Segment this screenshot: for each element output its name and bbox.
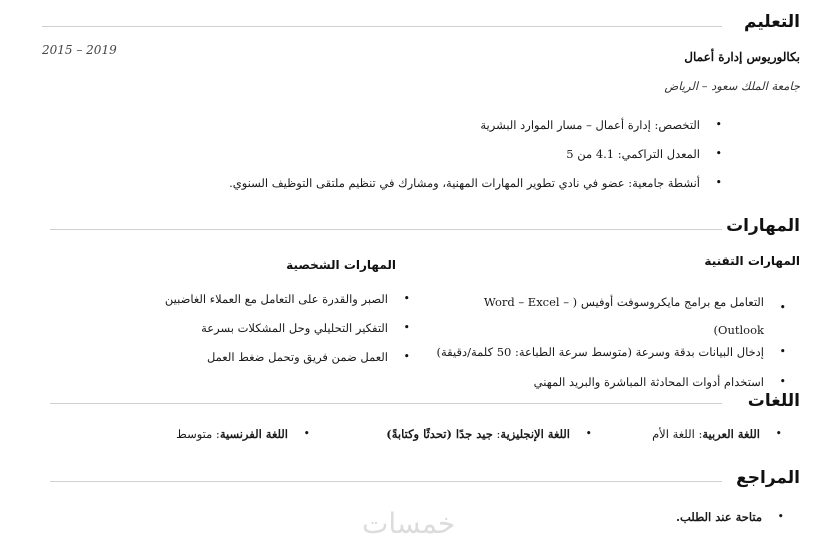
language-level: اللغة الأم — [652, 427, 695, 441]
bullet-icon: • — [779, 301, 786, 314]
language-name: اللغة الفرنسية — [219, 427, 288, 441]
bullet-icon: • — [403, 292, 410, 305]
list-item: • استخدام أدوات المحادثة المباشرة والبريد المهني — [533, 375, 786, 389]
bullet-icon: • — [779, 375, 786, 388]
references-heading: المراجع — [736, 468, 800, 488]
bullet-icon: • — [715, 118, 722, 131]
list-item: • المعدل التراكمي: 4.1 من 5 — [566, 147, 722, 161]
language-item-french: • اللغة الفرنسية: متوسط — [176, 427, 310, 441]
list-item: • التفكير التحليلي وحل المشكلات بسرعة — [201, 321, 410, 335]
references-divider — [50, 481, 722, 482]
languages-heading: اللغات — [747, 391, 800, 411]
language-name: اللغة العربية — [702, 427, 760, 441]
list-item: • العمل ضمن فريق وتحمل ضغط العمل — [206, 350, 410, 364]
skills-divider — [50, 229, 722, 230]
skills-heading: المهارات — [726, 216, 800, 236]
degree-title: بكالوريوس إدارة أعمال — [684, 50, 800, 64]
education-divider — [42, 26, 722, 27]
education-details-list — [229, 117, 722, 204]
references-item: • متاحة عند الطلب. — [675, 510, 784, 524]
bullet-icon: • — [779, 345, 786, 358]
bullet-icon: • — [777, 510, 784, 523]
language-item-arabic: • اللغة العربية: اللغة الأم — [652, 427, 782, 441]
bullet-icon: • — [715, 147, 722, 160]
education-years: 2015 – 2019 — [42, 43, 117, 57]
education-heading: التعليم — [744, 12, 800, 32]
language-name: اللغة الإنجليزية — [500, 427, 570, 441]
soft-skills-list — [164, 291, 410, 378]
language-level: جيد جدًا (تحدثًا وكتابةً) — [386, 427, 493, 441]
list-item: • إدخال البيانات بدقة وسرعة (متوسط سرعة الطباعة: 50 كلمة/دقيقة) — [436, 345, 786, 359]
language-level: متوسط — [176, 427, 213, 441]
list-item: • الصبر والقدرة على التعامل مع العملاء الغاضبين — [164, 292, 410, 306]
technical-skills-list — [434, 288, 786, 394]
soft-skills-title: المهارات الشخصية — [286, 258, 396, 272]
bullet-icon: • — [715, 176, 722, 189]
university-name: جامعة الملك سعود – الرياض — [664, 79, 800, 93]
language-item-english: • اللغة الإنجليزية: جيد جدًا (تحدثًا وكتابةً) — [386, 427, 592, 441]
bullet-icon: • — [403, 321, 410, 334]
list-item: • التخصص: إدارة أعمال – مسار الموارد البشرية — [480, 118, 722, 132]
technical-skills-title: المهارات التقنية — [704, 254, 800, 268]
bullet-icon: • — [775, 427, 782, 440]
bullet-icon: • — [403, 350, 410, 363]
list-item: • التعامل مع برامج مايكروسوفت أوفيس ( Word – Excel – Outlook) — [483, 295, 786, 337]
watermark-logo: خمسات — [362, 507, 456, 540]
list-item: • أنشطة جامعية: عضو في نادي تطوير المهارات المهنية، ومشارك في تنظيم ملتقى التوظيف السنوي. — [229, 176, 722, 190]
bullet-icon: • — [303, 427, 310, 440]
languages-divider — [50, 403, 722, 404]
bullet-icon: • — [585, 427, 592, 440]
